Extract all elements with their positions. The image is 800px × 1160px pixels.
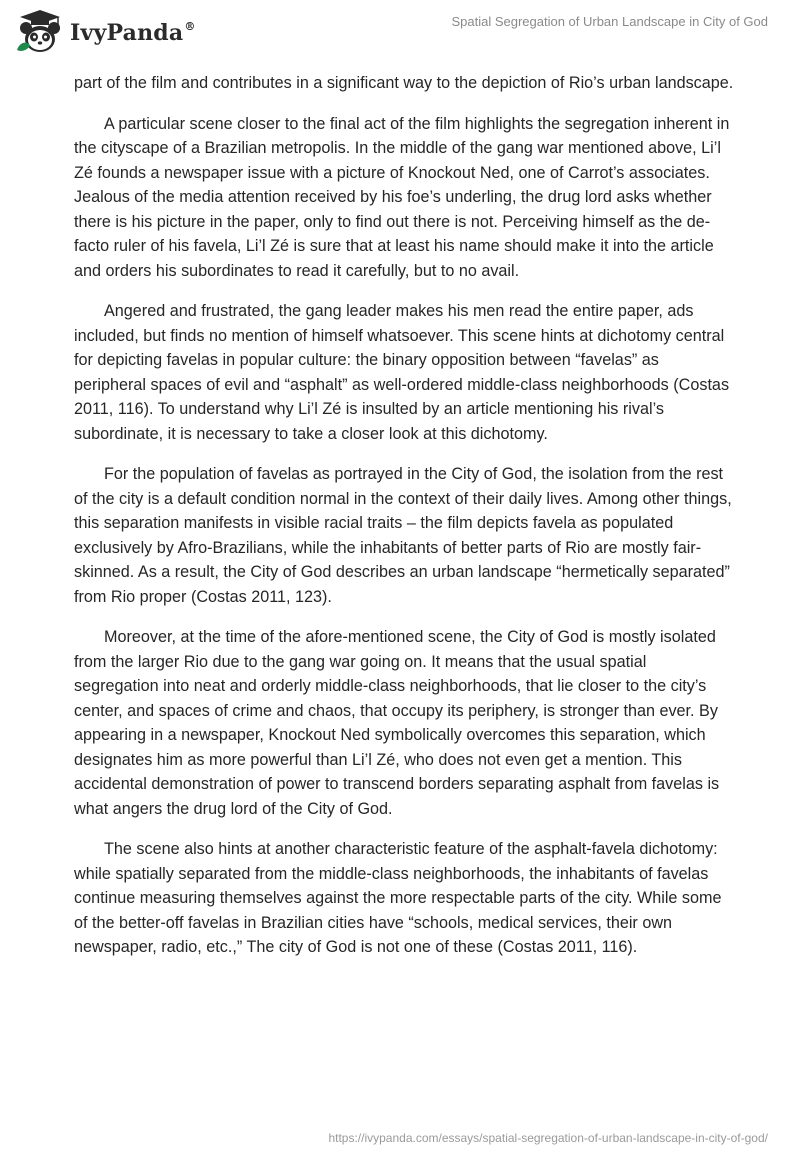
brand-name: IvyPanda® xyxy=(70,20,196,46)
paragraph: For the population of favelas as portrayed in the City of God, the isolation from the rest of the city is a default condition normal in the context of their daily lives. Among other things, this separation manifests in visible racial traits – the film depicts favela as populated exclusively by Afro-Brazilians, while the inhabitants of better parts of Rio are mostly fair-skinned. As a result, the City of God describes an urban landscape “hermetically separated” from Rio proper (Costas 2011, 123). xyxy=(74,465,732,606)
paragraph: Moreover, at the time of the afore-mentioned scene, the City of God is mostly isolated from the larger Rio due to the gang war going on. It means that the usual spatial segregation into neat and orderly middle-class neighborhoods, that lie closer to the city’s center, and spaces of crime and chaos, that occupy its periphery, is stronger than ever. By appearing in a newspaper, Knockout Ned symbolically overcomes this separation, which designates him as more powerful than Li’l Zé, who does not even get a mention. This accidental demonstration of power to transcend borders separating asphalt from favelas is what angers the drug lord of the City of God. xyxy=(74,628,720,818)
essay-body xyxy=(74,71,734,976)
paragraph: part of the film and contributes in a significant way to the depiction of Rio’s urban landscape. xyxy=(74,74,734,92)
source-url[interactable]: https://ivypanda.com/essays/spatial-segregation-of-urban-landscape-in-city-of-god/ xyxy=(328,1131,768,1145)
page-header xyxy=(0,0,800,70)
paragraph: The scene also hints at another characteristic feature of the asphalt-favela dichotomy: while spatially separated from the middle-class neighborhoods, the inhabitants of favelas continue measuring themselves against the more respectable parts of the city. While some of the better-off favelas in Brazilian cities have “schools, medical services, their own newspaper, radio, etc.,” The city of God is not one of these (Costas 2011, 116). xyxy=(74,840,722,956)
paragraph: Angered and frustrated, the gang leader makes his men read the entire paper, ads included, but finds no mention of himself whatsoever. This scene hints at dichotomy central for depicting favelas in popular culture: the binary opposition between “favelas” as peripheral spaces of evil and “asphalt” as well-ordered middle-class neighborhoods (Costas 2011, 116). To understand why Li’l Zé is insulted by an article mentioning his rival’s subordinate, it is necessary to take a closer look at this dichotomy. xyxy=(74,302,730,443)
document-title: Spatial Segregation of Urban Landscape in City of God xyxy=(451,14,768,29)
panda-logo-icon xyxy=(14,8,66,56)
brand-logo[interactable] xyxy=(14,8,196,56)
paragraph: A particular scene closer to the final act of the film highlights the segregation inherent in the cityscape of a Brazilian metropolis. In the middle of the gang war mentioned above, Li’l Zé founds a newspaper issue with a picture of Knockout Ned, one of Carrot’s associates. Jealous of the media attention received by his foe’s underling, the drug lord asks whether there is his picture in the paper, only to find out there is not. Perceiving himself as the de-facto ruler of his favela, Li’l Zé is sure that at least his name should make it into the article and orders his subordinates to read it carefully, but to no avail. xyxy=(74,114,730,280)
